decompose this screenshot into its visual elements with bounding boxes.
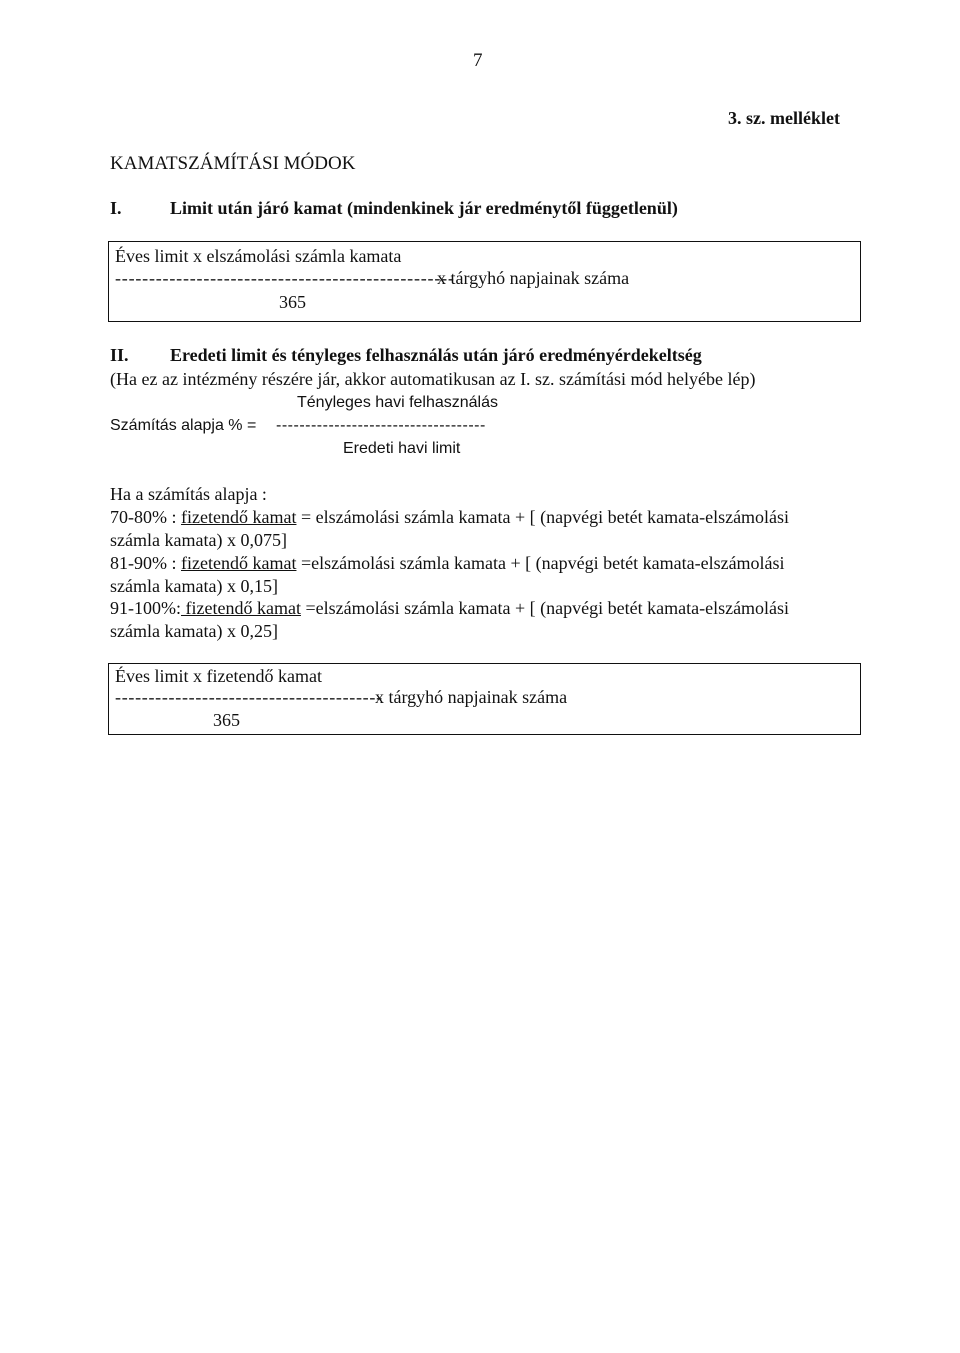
section1-formula-numerator: Éves limit x elszámolási számla kamata [115, 246, 402, 266]
case-row [110, 553, 785, 575]
section2-heading: Eredeti limit és tényleges felhasználás után járó eredményérdekeltség [170, 345, 702, 365]
section1-formula-multiplier: x tárgyhó napjainak száma [437, 268, 630, 288]
cases-intro: Ha a számítás alapja : [110, 484, 267, 504]
case-range: 70-80% : [110, 507, 177, 527]
section2-formula-box [108, 663, 861, 735]
case-term: fizetendő kamat [181, 598, 301, 618]
case-term: fizetendő kamat [181, 553, 297, 573]
ratio-label: Számítás alapja % = [110, 417, 257, 434]
case-formula: =elszámolási számla kamata + [ (napvégi betét kamata-elszámolási [300, 553, 785, 573]
case-row [110, 598, 789, 620]
section2-formula-denominator: 365 [213, 710, 240, 730]
section2-note: (Ha ez az intézmény részére jár, akkor automatikusan az I. sz. számítási mód helyébe lép) [110, 369, 756, 389]
annex-label: 3. sz. melléklet [728, 108, 840, 128]
case-row [110, 507, 789, 529]
case-row-continuation: számla kamata) x 0,075] [110, 530, 287, 550]
page-number: 7 [473, 50, 483, 71]
case-formula: = elszámolási számla kamata + [ (napvégi betét kamata-elszámolási [300, 507, 790, 527]
case-term: fizetendő kamat [181, 507, 297, 527]
case-range: 91-100%: [110, 598, 181, 618]
section2-formula-dashes: ---------------------------------------- [115, 687, 383, 707]
ratio-numerator: Tényleges havi felhasználás [297, 394, 499, 411]
section1-formula-box [108, 241, 861, 322]
ratio-denominator: Eredeti havi limit [343, 440, 461, 457]
case-range: 81-90% : [110, 553, 177, 573]
section2-number: II. [110, 345, 129, 365]
section1-formula-dashes: -------------------------------------------------- [115, 268, 455, 288]
page-title: KAMATSZÁMÍTÁSI MÓDOK [110, 153, 356, 174]
case-row-continuation: számla kamata) x 0,15] [110, 576, 278, 596]
case-formula: =elszámolási számla kamata + [ (napvégi betét kamata-elszámolási [305, 598, 790, 618]
ratio-dashes: ------------------------------------ [276, 417, 486, 434]
case-row-continuation: számla kamata) x 0,25] [110, 621, 278, 641]
section2-formula-multiplier: x tárgyhó napjainak száma [375, 687, 568, 707]
section1-number: I. [110, 198, 122, 218]
section1-formula-denominator: 365 [279, 292, 306, 312]
section1-heading: Limit után járó kamat (mindenkinek jár eredménytől függetlenül) [170, 198, 678, 218]
section2-formula-numerator: Éves limit x fizetendő kamat [115, 666, 322, 686]
